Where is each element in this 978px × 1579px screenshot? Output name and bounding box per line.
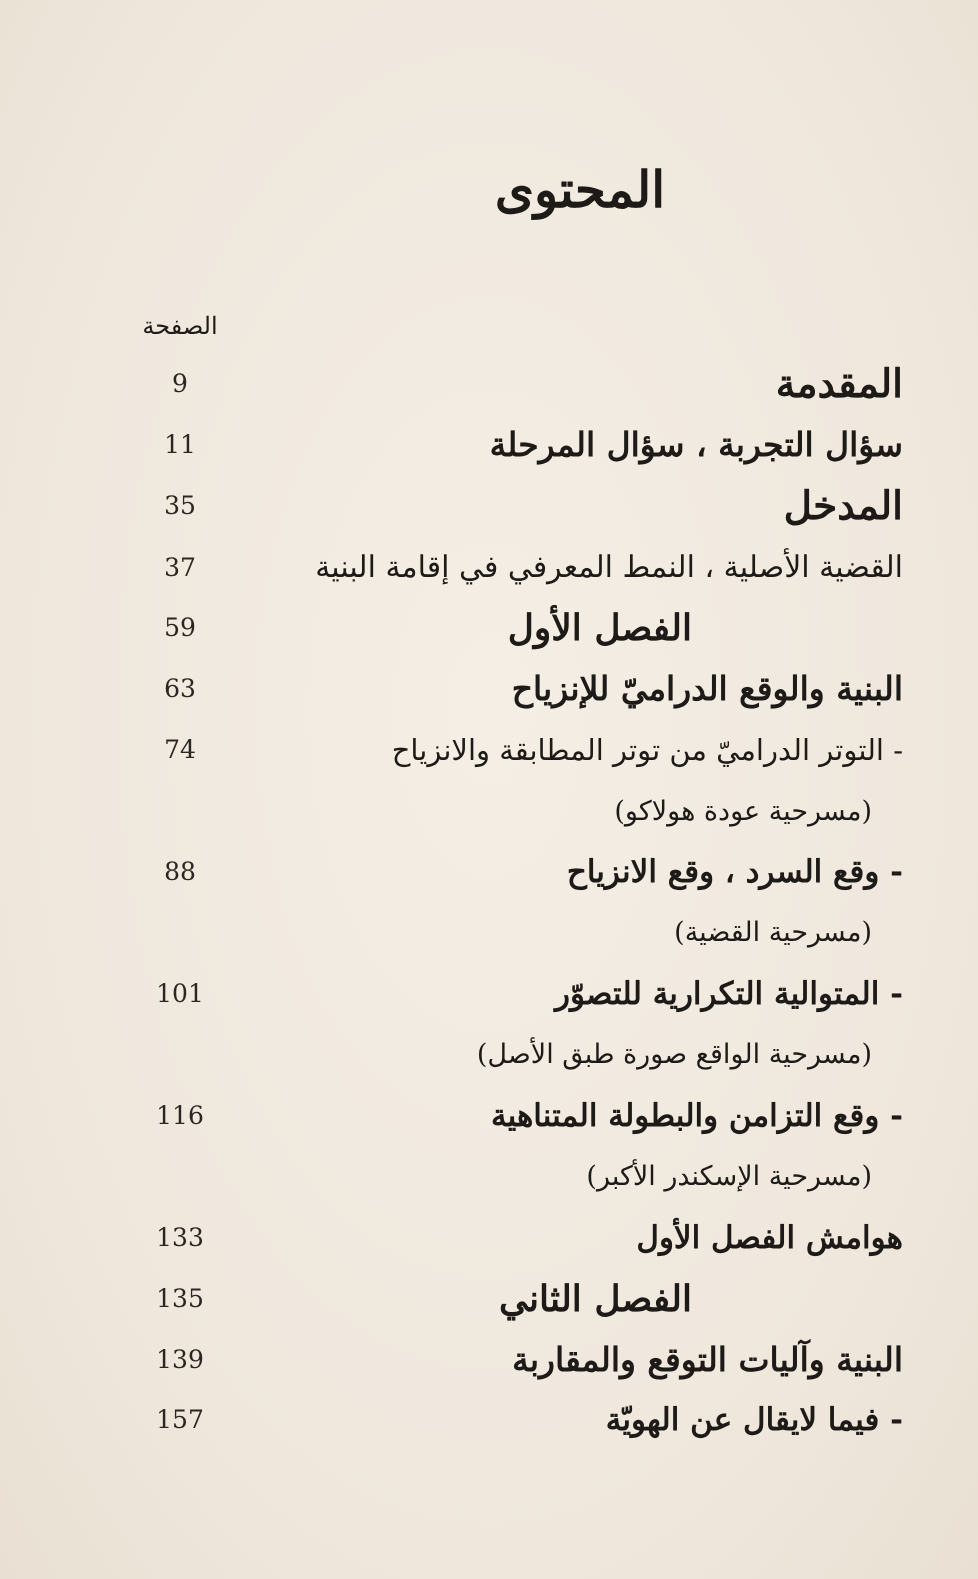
toc-entry-title: القضية الأصلية ، النمط المعرفي في إقامة البنية	[315, 550, 903, 585]
toc-entry	[0, 1088, 978, 1144]
toc-entry-page: 9	[172, 369, 188, 398]
toc-entry	[0, 844, 978, 900]
toc-entry-page: 116	[156, 1101, 204, 1130]
toc-entry-title: الفصل الأول	[507, 607, 692, 649]
toc-entry	[0, 661, 978, 717]
toc-entry-title: البنية وآليات التوقع والمقاربة	[512, 1340, 903, 1379]
page-column-label: الصفحة	[142, 312, 218, 340]
toc-entry	[0, 1210, 978, 1266]
toc-entry-title: هوامش الفصل الأول	[636, 1220, 903, 1256]
toc-entry-page: 157	[156, 1405, 204, 1434]
toc-entry-title: (مسرحية عودة هولاكو)	[614, 796, 872, 827]
toc-entry-page: 63	[164, 674, 196, 703]
toc-entry-page: 133	[156, 1223, 204, 1252]
toc-entry	[0, 417, 978, 473]
toc-entry-title: - وقع السرد ، وقع الانزياح	[566, 854, 903, 890]
toc-entry-title: المدخل	[783, 483, 903, 529]
toc-entry	[0, 722, 978, 778]
page-title: المحتوى	[494, 160, 666, 219]
toc-entry-page: 74	[164, 735, 196, 764]
toc-entry-title: المقدمة	[775, 361, 903, 407]
toc-chapter-entry	[0, 600, 978, 656]
toc-entry-title: (مسرحية الإسكندر الأكبر)	[586, 1161, 872, 1192]
toc-entry-page: 35	[164, 491, 196, 520]
toc-entry-page: 59	[164, 613, 196, 642]
toc-entry-note	[0, 1149, 978, 1205]
toc-entry-page: 11	[164, 430, 196, 459]
toc-entry-page: 101	[156, 979, 204, 1008]
toc-entry	[0, 356, 978, 412]
toc-entry	[0, 1392, 978, 1448]
toc-entry-title: البنية والوقع الدراميّ للإنزياح	[511, 669, 903, 708]
toc-entry-page: 37	[164, 553, 196, 582]
toc-entry-note	[0, 905, 978, 961]
toc-entry	[0, 1332, 978, 1388]
toc-entry-title: (مسرحية الواقع صورة طبق الأصل)	[476, 1039, 872, 1070]
toc-entry	[0, 540, 978, 596]
toc-entry-title: - المتوالية التكرارية للتصوّر	[554, 976, 903, 1012]
toc-entry-title: (مسرحية القضية)	[674, 917, 872, 948]
toc-entry	[0, 966, 978, 1022]
toc-entry	[0, 478, 978, 534]
toc-entry-title: - فيما لايقال عن الهويّة	[605, 1402, 903, 1438]
toc-entry-page: 88	[164, 857, 196, 886]
toc-entry-page: 135	[156, 1284, 204, 1313]
toc-entry-page: 139	[156, 1345, 204, 1374]
toc-chapter-entry	[0, 1271, 978, 1327]
toc-entry-note	[0, 1027, 978, 1083]
toc-entry-title: - التوتر الدراميّ من توتر المطابقة والانزياح	[391, 733, 903, 767]
toc-entry-title: - وقع التزامن والبطولة المتناهية	[490, 1098, 903, 1134]
toc-entry-note	[0, 784, 978, 840]
toc-entry-title: الفصل الثاني	[498, 1278, 692, 1320]
toc-entry-title: سؤال التجربة ، سؤال المرحلة	[489, 425, 903, 464]
